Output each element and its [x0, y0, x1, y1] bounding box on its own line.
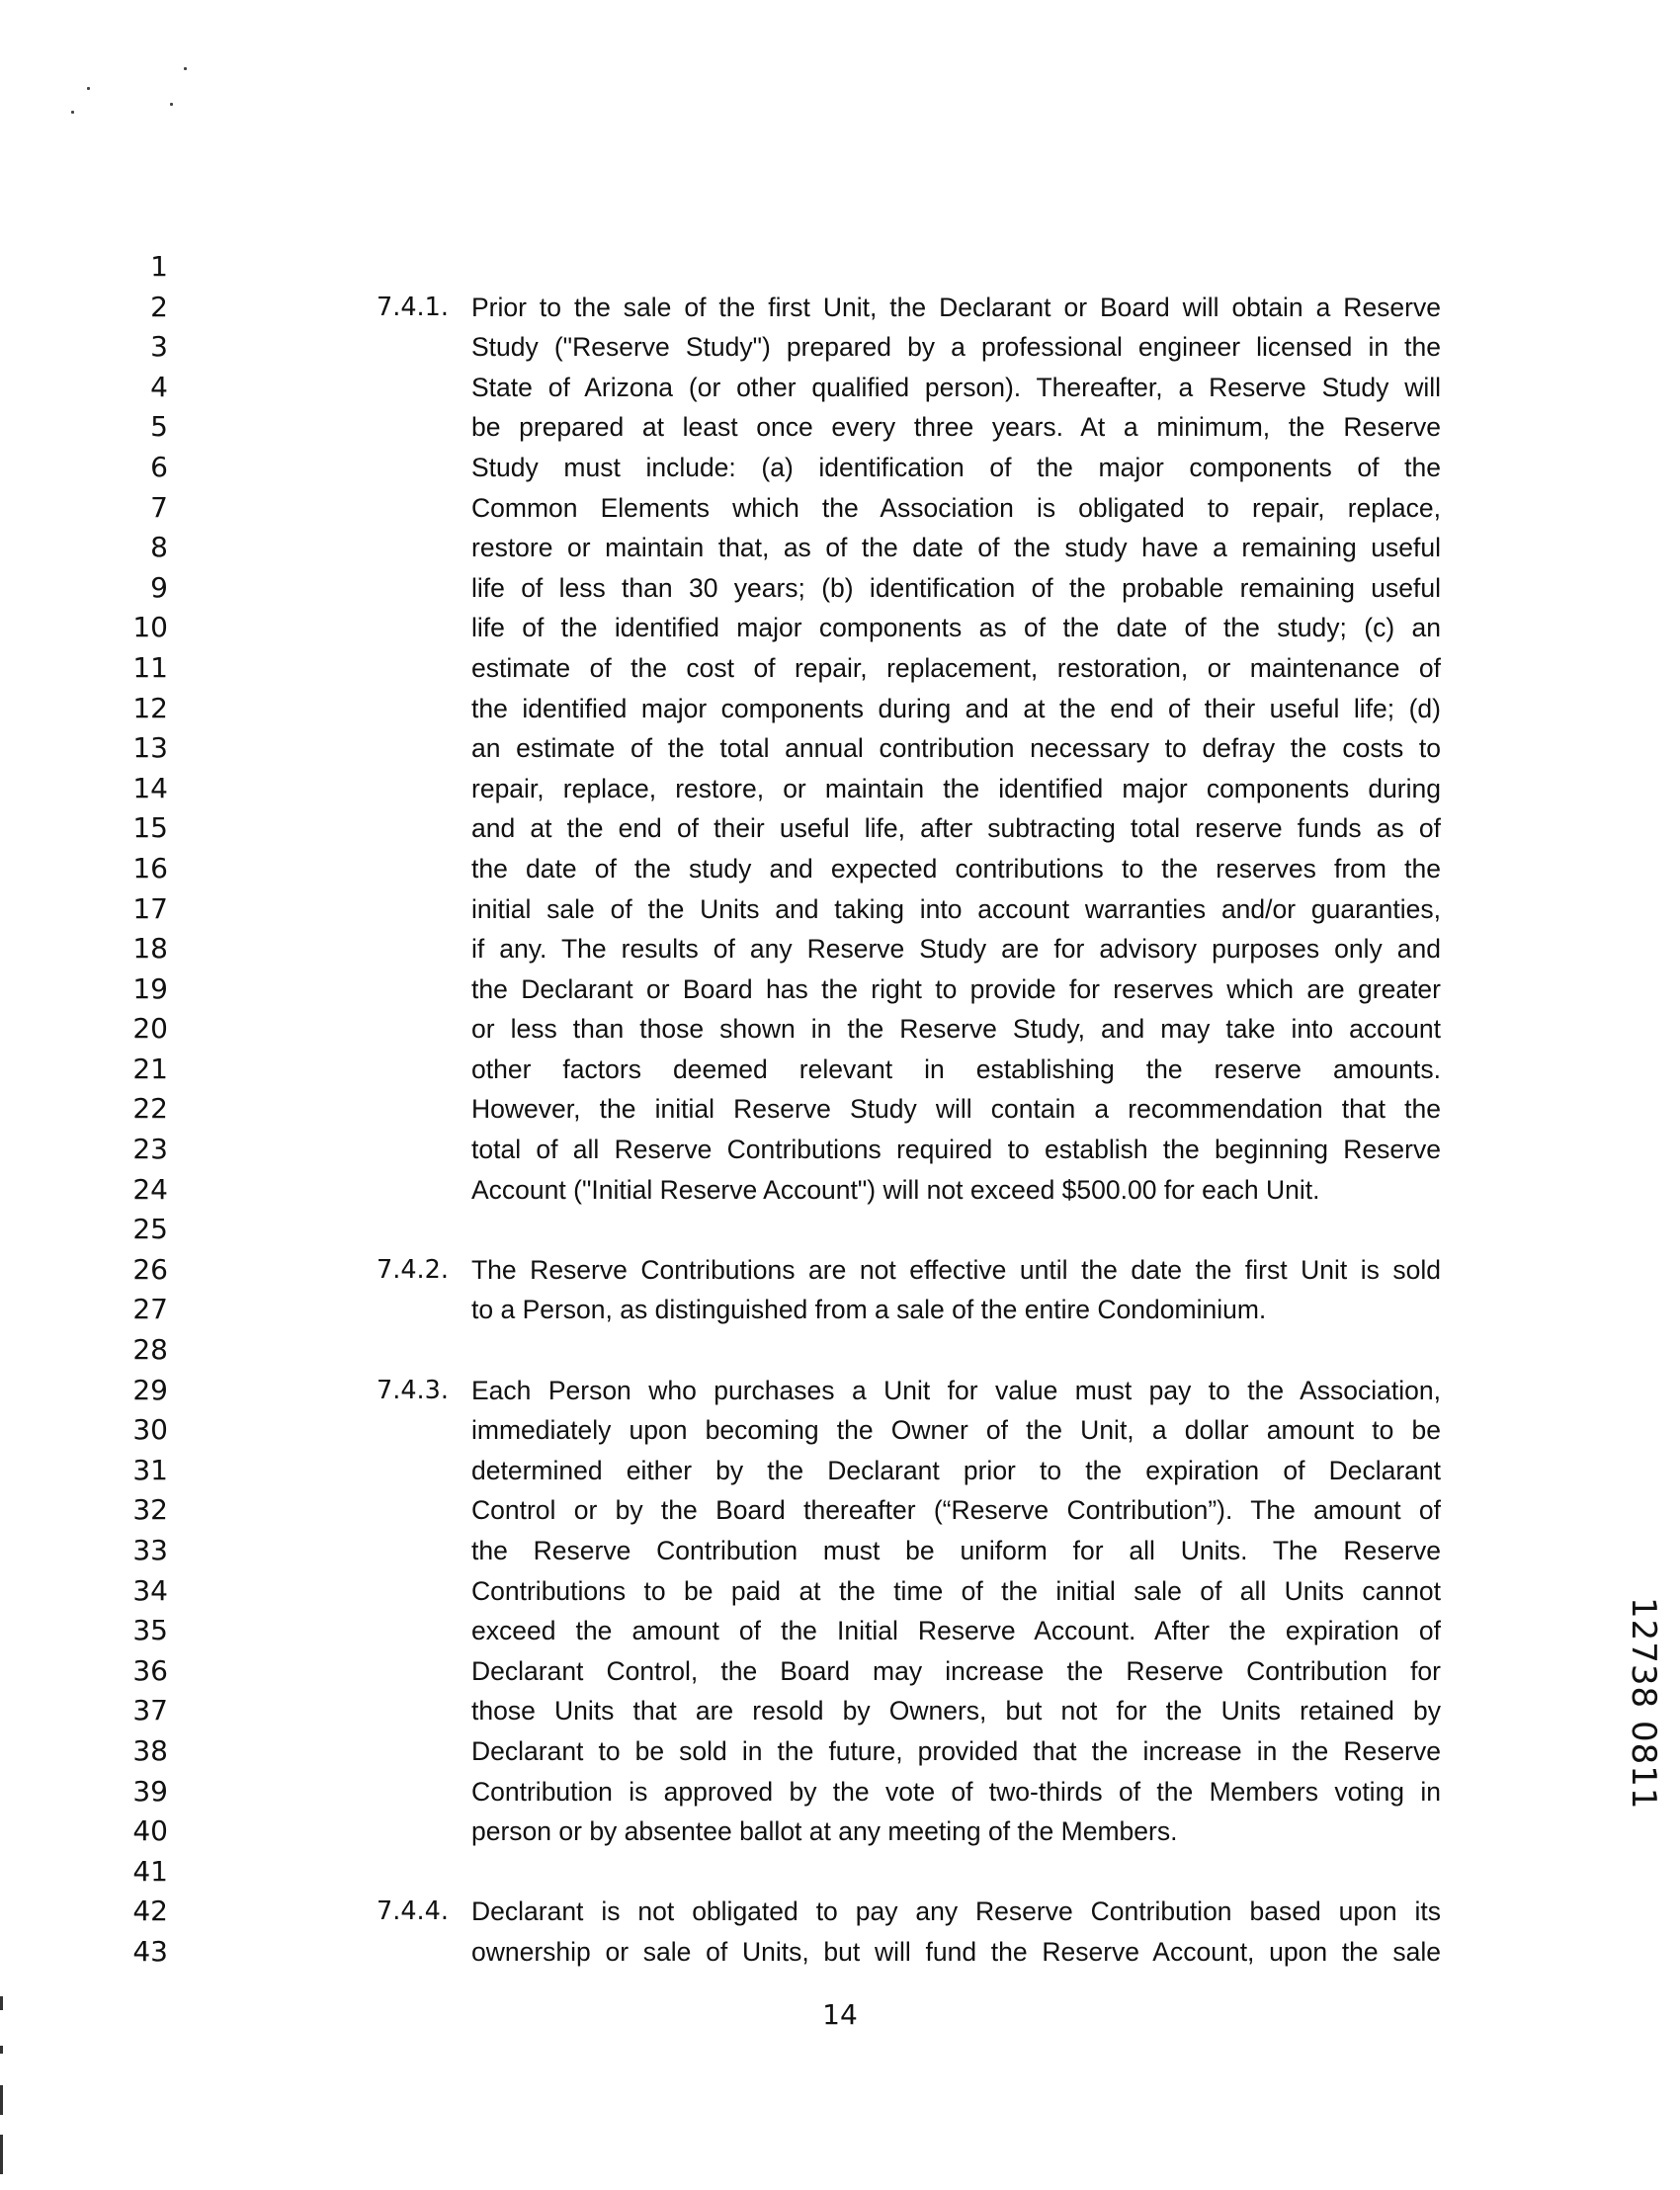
- line-number: 13: [132, 731, 168, 765]
- line-text: the Reserve Contribution must be uniform for all Units. The Reserve: [471, 1536, 1441, 1565]
- recording-stamp: [1611, 1591, 1666, 1858]
- page-number: 14: [822, 1998, 858, 2031]
- line-text: Declarant is not obligated to pay any Reserve Contribution based upon its: [471, 1896, 1441, 1927]
- line-text: However, the initial Reserve Study will contain a recommendation that the: [471, 1094, 1441, 1125]
- line-text: person or by absentee ballot at any meeting of the Members.: [471, 1816, 1178, 1847]
- text-line: [0, 1250, 1680, 1291]
- line-text: total of all Reserve Contributions required to establish the beginning Reserve: [471, 1135, 1441, 1165]
- text-line: [0, 568, 1680, 609]
- line-number: 26: [132, 1252, 168, 1286]
- line-text: Contribution is approved by the vote of two-thirds of the Members voting in: [471, 1776, 1441, 1807]
- line-text: restore or maintain that, as of the date of the study have a remaining useful: [471, 533, 1441, 563]
- line-text: repair, replace, restore, or maintain the identified major components during: [471, 773, 1441, 803]
- text-line: [0, 1130, 1680, 1170]
- line-text: the identified major components during and at the end of their useful life; (d): [471, 693, 1441, 723]
- text-line: [0, 608, 1680, 648]
- text-line: [0, 929, 1680, 969]
- line-number: 10: [132, 611, 168, 644]
- text-line: [0, 288, 1680, 328]
- line-number: 32: [132, 1493, 168, 1527]
- line-text: to a Person, as distinguished from a sale of the entire Condominium.: [471, 1295, 1267, 1325]
- line-number: 33: [132, 1534, 168, 1566]
- text-line: [0, 1772, 1680, 1812]
- line-text: Declarant to be sold in the future, provided that the increase in the Reserve: [471, 1735, 1441, 1766]
- text-line: [0, 1892, 1680, 1932]
- text-line: [0, 488, 1680, 529]
- line-text: and at the end of their useful life, after subtracting total reserve funds as of: [471, 813, 1441, 844]
- text-line: [0, 1451, 1680, 1491]
- line-number: 16: [132, 851, 168, 884]
- line-number: 23: [132, 1133, 168, 1166]
- text-line: [0, 1811, 1680, 1852]
- line-text: State of Arizona (or other qualified person). Thereafter, a Reserve Study will: [471, 372, 1441, 402]
- line-number: 42: [132, 1895, 168, 1928]
- line-text: initial sale of the Units and taking into account warranties and/or guaranties,: [471, 893, 1441, 924]
- line-text: an estimate of the total annual contribution necessary to defray the costs to: [471, 733, 1441, 764]
- line-number: 1: [150, 250, 168, 283]
- text-line: [0, 1490, 1680, 1531]
- text-line: [0, 849, 1680, 889]
- line-number: 2: [150, 290, 168, 323]
- line-number: 34: [132, 1573, 168, 1607]
- line-number: 21: [132, 1052, 168, 1085]
- text-line: [0, 969, 1680, 1010]
- line-number: 28: [132, 1333, 168, 1367]
- text-line: [0, 1371, 1680, 1411]
- line-number: 18: [132, 932, 168, 966]
- line-number: 35: [132, 1614, 168, 1647]
- line-text: the date of the study and expected contributions to the reserves from the: [471, 853, 1441, 884]
- text-line: [0, 808, 1680, 849]
- text-line: [0, 769, 1680, 809]
- line-number: 41: [132, 1854, 168, 1888]
- line-text: Common Elements which the Association is obligated to repair, replace,: [471, 492, 1441, 523]
- line-number: 20: [132, 1012, 168, 1046]
- document-body: [0, 247, 1680, 1973]
- section-number: 7.4.3.: [377, 1375, 449, 1405]
- text-line: [0, 1290, 1680, 1330]
- line-text: life of less than 30 years; (b) identification of the probable remaining useful: [471, 572, 1441, 603]
- text-line: [0, 1651, 1680, 1692]
- line-text: Study ("Reserve Study") prepared by a professional engineer licensed in the: [471, 332, 1441, 363]
- line-number: 7: [150, 490, 168, 524]
- scan-edge-marks: [0, 1977, 4, 2190]
- line-text: Declarant Control, the Board may increase the Reserve Contribution for: [471, 1655, 1441, 1686]
- line-number: 38: [132, 1733, 168, 1767]
- line-number: 6: [150, 450, 168, 483]
- line-text: immediately upon becoming the Owner of the Unit, a dollar amount to be: [471, 1415, 1441, 1446]
- line-number: 22: [132, 1092, 168, 1126]
- line-number: 31: [132, 1453, 168, 1486]
- line-number: 24: [132, 1172, 168, 1206]
- line-number: 29: [132, 1373, 168, 1406]
- line-number: 43: [132, 1934, 168, 1968]
- text-line: [0, 648, 1680, 689]
- line-number: 19: [132, 971, 168, 1005]
- line-text: Each Person who purchases a Unit for value must pay to the Association,: [471, 1375, 1441, 1405]
- text-line: [0, 247, 1680, 288]
- text-line: [0, 1932, 1680, 1973]
- line-number: 9: [150, 570, 168, 604]
- text-line: [0, 528, 1680, 568]
- line-number: 14: [132, 771, 168, 804]
- text-line: [0, 1170, 1680, 1211]
- line-number: 4: [150, 370, 168, 403]
- section-number: 7.4.1.: [377, 292, 449, 322]
- section-number: 7.4.4.: [377, 1896, 449, 1927]
- line-number: 8: [150, 531, 168, 564]
- line-text: estimate of the cost of repair, replacement, restoration, or maintenance of: [471, 652, 1441, 683]
- line-text: those Units that are resold by Owners, but not for the Units retained by: [471, 1696, 1441, 1727]
- line-text: Account ("Initial Reserve Account") will not exceed $500.00 for each Unit.: [471, 1174, 1320, 1205]
- line-number: 15: [132, 811, 168, 845]
- line-number: 3: [150, 330, 168, 364]
- text-line: [0, 889, 1680, 930]
- line-text: determined either by the Declarant prior to the expiration of Declarant: [471, 1455, 1441, 1485]
- text-line: [0, 448, 1680, 488]
- text-line: [0, 1531, 1680, 1571]
- line-number: 37: [132, 1694, 168, 1727]
- text-line: [0, 1691, 1680, 1731]
- line-text: Control or by the Board thereafter (“Reserve Contribution”). The amount of: [471, 1495, 1441, 1526]
- line-text: be prepared at least once every three years. At a minimum, the Reserve: [471, 412, 1441, 443]
- line-text: if any. The results of any Reserve Study are for advisory purposes only and: [471, 934, 1441, 965]
- text-line: [0, 728, 1680, 769]
- line-text: Prior to the sale of the first Unit, the Declarant or Board will obtain a Reserve: [471, 292, 1441, 322]
- line-number: 39: [132, 1774, 168, 1808]
- line-text: life of the identified major components as of the date of the study; (c) an: [471, 613, 1441, 643]
- text-line: [0, 1210, 1680, 1250]
- line-text: the Declarant or Board has the right to provide for reserves which are greater: [471, 973, 1441, 1004]
- line-text: Study must include: (a) identification of the major components of the: [471, 452, 1441, 482]
- text-line: [0, 1050, 1680, 1090]
- line-number: 27: [132, 1293, 168, 1326]
- line-number: 12: [132, 691, 168, 724]
- text-line: [0, 1731, 1680, 1772]
- line-text: exceed the amount of the Initial Reserve Account. After the expiration of: [471, 1616, 1441, 1646]
- text-line: [0, 1611, 1680, 1651]
- line-number: 40: [132, 1814, 168, 1848]
- line-text: or less than those shown in the Reserve Study, and may take into account: [471, 1014, 1441, 1045]
- text-line: [0, 407, 1680, 448]
- recording-stamp-text: 12738 0811: [1624, 1597, 1663, 1811]
- line-number: 11: [132, 650, 168, 684]
- line-number: 30: [132, 1413, 168, 1447]
- text-line: [0, 1089, 1680, 1130]
- text-line: [0, 368, 1680, 408]
- text-line: [0, 1009, 1680, 1050]
- text-line: [0, 327, 1680, 368]
- line-text: other factors deemed relevant in establishing the reserve amounts.: [471, 1053, 1441, 1084]
- line-number: 17: [132, 891, 168, 925]
- text-line: [0, 1571, 1680, 1612]
- line-text: Contributions to be paid at the time of the initial sale of all Units cannot: [471, 1575, 1441, 1606]
- text-line: [0, 1852, 1680, 1893]
- line-text: The Reserve Contributions are not effective until the date the first Unit is sold: [471, 1254, 1441, 1285]
- section-number: 7.4.2.: [377, 1254, 449, 1285]
- text-line: [0, 1410, 1680, 1451]
- line-number: 5: [150, 410, 168, 444]
- line-number: 25: [132, 1213, 168, 1246]
- line-number: 36: [132, 1653, 168, 1687]
- line-text: ownership or sale of Units, but will fund the Reserve Account, upon the sale: [471, 1936, 1441, 1967]
- text-line: [0, 1330, 1680, 1371]
- text-line: [0, 689, 1680, 729]
